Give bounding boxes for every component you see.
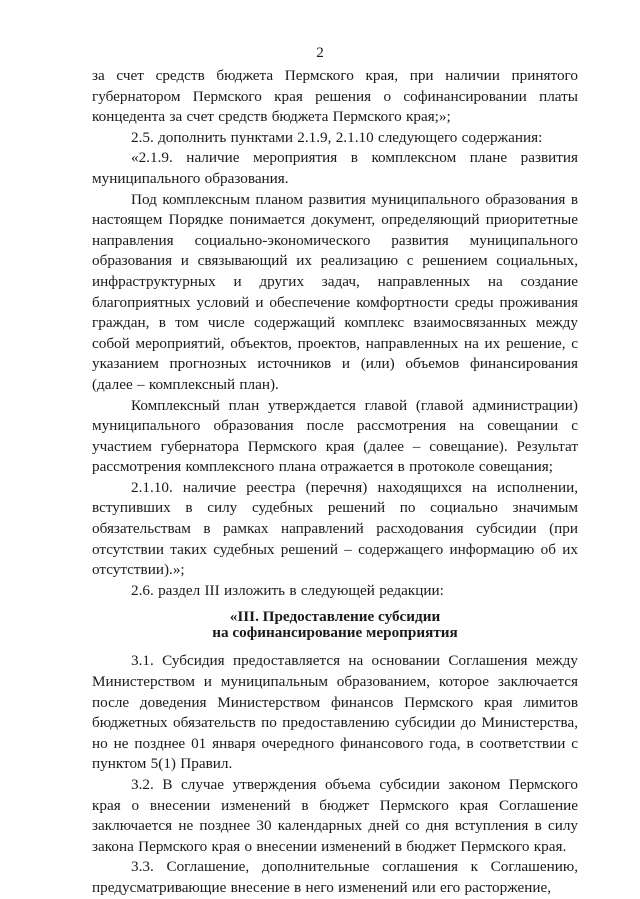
paragraph: 3.1. Субсидия предоставляется на основании Соглашения между Министерством и муниципальным образованием, которое заключается после доведения Министерством финансов Пермского края лимитов бюджетных обязательств по предоставлению субсидии до Министерства, но не позднее 01 января очередного финансового года, в соответствии с пунктом 5(1) Правил.: [92, 652, 578, 773]
paragraph: Комплексный план утверждается главой (главой администрации) муниципального образования после рассмотрения на совещании с участием губернатора Пермского края (далее – совещание). Результат рассмотрения комплексного плана отражается в протоколе совещания;: [92, 396, 578, 476]
paragraph: 3.3. Соглашение, дополнительные соглашения к Соглашению, предусматривающие внесение в него изменений или его расторжение,: [92, 858, 578, 896]
paragraph: 2.5. дополнить пунктами 2.1.9, 2.1.10 следующего содержания:: [131, 128, 543, 146]
document-body: [92, 66, 578, 899]
paragraph: 2.6. раздел III изложить в следующей редакции:: [131, 581, 444, 599]
paragraph: «2.1.9. наличие мероприятия в комплексном плане развития муниципального образования.: [92, 149, 578, 187]
paragraph: 2.1.10. наличие реестра (перечня) находящихся на исполнении, вступивших в силу судебных решений по социально значимым обязательствам в рамках направлений расходования субсидии (при отсутствии таких судебных решений – содержащего информацию об их отсутствии).»;: [92, 478, 578, 579]
page-number: 2: [316, 44, 324, 61]
paragraphs-before-heading: [92, 66, 578, 601]
paragraph: Под комплексным планом развития муниципального образования в настоящем Порядке понимается документ, определяющий приоритетные направления социально-экономического развития муниципального образования и связывающий их реализацию с решением социальных, инфраструктурных и других задач, направленных на создание благоприятных условий и обеспечение комфортности среды проживания граждан, в том числе содержащий комплекс взаимосвязанных между собой мероприятий, объектов, проектов, направленных на их решение, с указанием прогнозных источников и (или) объемов финансирования (далее – комплексный план).: [92, 190, 578, 393]
section-heading-line-1: «III. Предоставление субсидии: [229, 608, 441, 626]
section-heading-line-2: на софинансирование мероприятия: [212, 624, 458, 642]
paragraphs-after-heading: [92, 651, 578, 898]
paragraph: 3.2. В случае утверждения объема субсидии законом Пермского края о внесении изменений в бюджет Пермского края Соглашение заключается не позднее 30 календарных дней со дня вступления в силу закона Пермского края о внесении изменений в бюджет Пермского края.: [92, 776, 578, 855]
paragraph: за счет средств бюджета Пермского края, при наличии принятого губернатором Пермского края решения о софинансировании платы концедента за счет средств бюджета Пермского края;»;: [92, 67, 578, 126]
section-heading: [92, 609, 578, 641]
